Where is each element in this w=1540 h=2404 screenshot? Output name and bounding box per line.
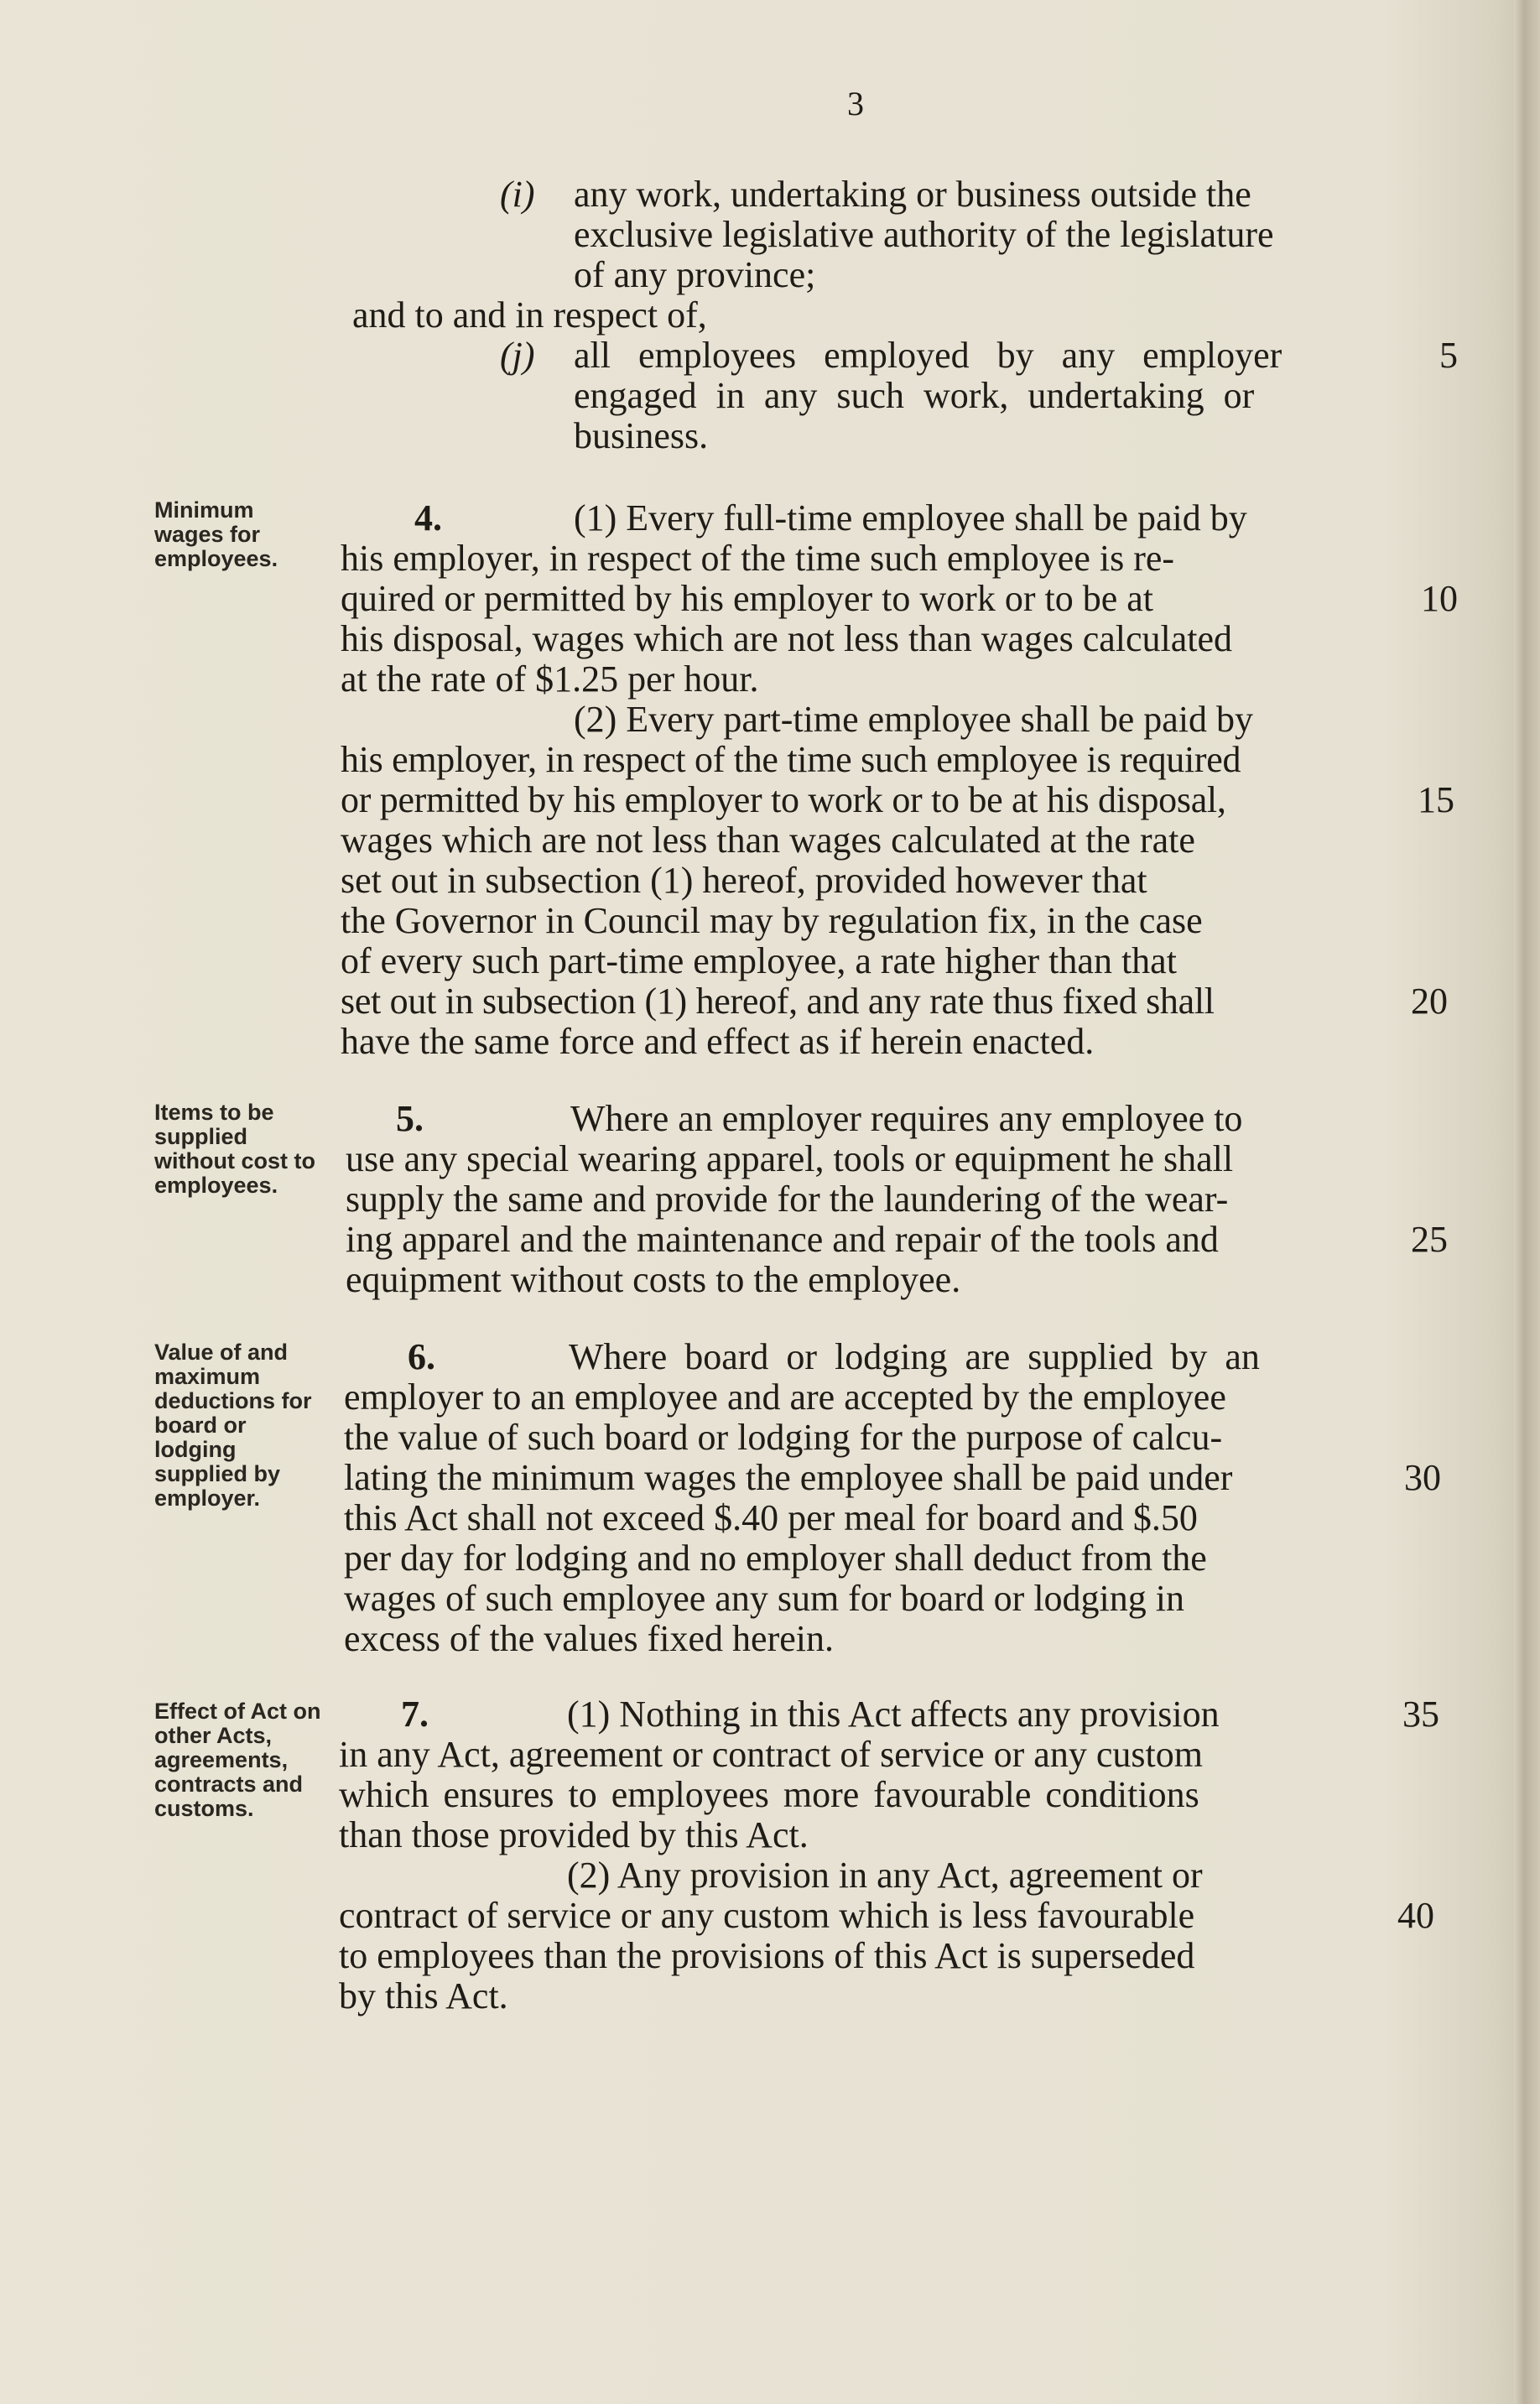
clause-i-line: exclusive legislative authority of the legislature [574, 214, 1274, 255]
margin-note-section-4: Minimum wages for employees. [154, 497, 278, 571]
section-4-line: his employer, in respect of the time such employee is re- [341, 538, 1175, 579]
line-number: 30 [1404, 1457, 1441, 1498]
section-7-line: than those provided by this Act. [339, 1814, 809, 1855]
section-7-number: 7. [401, 1694, 429, 1735]
clause-i-label: (i) [500, 174, 535, 215]
section-6-line: employer to an employee and are accepted by the employee [344, 1376, 1226, 1418]
line-number: 40 [1397, 1895, 1434, 1936]
section-4-line: (2) Every part-time employee shall be paid by [574, 699, 1254, 740]
line-number: 25 [1411, 1219, 1448, 1260]
line-number: 10 [1421, 578, 1458, 619]
line-number: 15 [1418, 779, 1454, 820]
section-4-number: 4. [414, 497, 442, 539]
section-4-line: at the rate of $1.25 per hour. [341, 658, 759, 700]
line-number: 20 [1411, 981, 1448, 1022]
and-in-respect-line: and to and in respect of, [352, 294, 707, 336]
section-6-number: 6. [408, 1336, 435, 1377]
section-7-line: (1) Nothing in this Act affects any provision [567, 1694, 1220, 1735]
section-5-line: use any special wearing apparel, tools or equipment he shall [346, 1138, 1234, 1179]
section-6-line: excess of the values fixed herein. [344, 1618, 834, 1659]
section-4-line: set out in subsection (1) hereof, and any rate thus fixed shall [341, 981, 1215, 1022]
margin-note-section-6: Value of and maximum deductions for board or lodging supplied by employer. [154, 1340, 312, 1511]
margin-note-section-5: Items to be supplied without cost to employees. [154, 1100, 315, 1198]
section-5-line: Where an employer requires any employee to [570, 1098, 1243, 1139]
section-4-line: have the same force and effect as if herein enacted. [341, 1021, 1095, 1062]
section-6-line: this Act shall not exceed $.40 per meal for board and $.50 [344, 1497, 1198, 1538]
section-7-line: in any Act, agreement or contract of service or any custom [339, 1734, 1203, 1775]
line-number: 35 [1402, 1694, 1439, 1735]
section-6-line: the value of such board or lodging for the purpose of calcu- [344, 1417, 1223, 1458]
section-4-line: of every such part-time employee, a rate higher than that [341, 940, 1177, 981]
line-number: 5 [1439, 335, 1458, 376]
section-4-line: his employer, in respect of the time such employee is required [341, 739, 1241, 780]
clause-i-line: any work, undertaking or business outside the [574, 174, 1251, 215]
section-4-line: set out in subsection (1) hereof, provided however that [341, 860, 1147, 901]
section-5-line: equipment without costs to the employee. [346, 1259, 961, 1300]
page-edge [1514, 0, 1540, 2404]
section-7-line: (2) Any provision in any Act, agreement or [567, 1855, 1203, 1896]
section-5-line: ing apparel and the maintenance and repair of the tools and [346, 1219, 1219, 1260]
margin-note-section-7: Effect of Act on other Acts, agreements, contracts and customs. [154, 1699, 321, 1821]
clause-j-line: business. [574, 415, 709, 456]
section-4-line: or permitted by his employer to work or to be at his disposal, [341, 779, 1226, 820]
section-6-line: wages of such employee any sum for board or lodging in [344, 1578, 1184, 1619]
section-4-line: the Governor in Council may by regulation fix, in the case [341, 900, 1203, 941]
clause-j-label: (j) [500, 335, 535, 376]
section-4-line: quired or permitted by his employer to work or to be at [341, 578, 1153, 619]
section-5-line: supply the same and provide for the laundering of the wear- [346, 1179, 1229, 1220]
section-4-line: his disposal, wages which are not less than wages calculated [341, 618, 1233, 659]
section-6-line: lating the minimum wages the employee shall be paid under [344, 1457, 1233, 1498]
section-7-line: by this Act. [339, 1975, 508, 2016]
section-4-line: (1) Every full-time employee shall be paid by [574, 497, 1247, 539]
clause-j-line: all employees employed by any employer [574, 335, 1282, 376]
section-6-line: per day for lodging and no employer shall deduct from the [344, 1538, 1207, 1579]
section-4-line: wages which are not less than wages calculated at the rate [341, 820, 1195, 861]
section-6-line: Where board or lodging are supplied by an [569, 1336, 1260, 1377]
clause-j-line: engaged in any such work, undertaking or [574, 375, 1255, 416]
section-5-number: 5. [396, 1098, 424, 1139]
section-7-line: which ensures to employees more favourable conditions [339, 1774, 1199, 1815]
section-7-line: contract of service or any custom which is less favourable [339, 1895, 1195, 1936]
section-7-line: to employees than the provisions of this Act is superseded [339, 1935, 1195, 1976]
page-number: 3 [847, 85, 864, 122]
clause-i-line: of any province; [574, 254, 816, 295]
